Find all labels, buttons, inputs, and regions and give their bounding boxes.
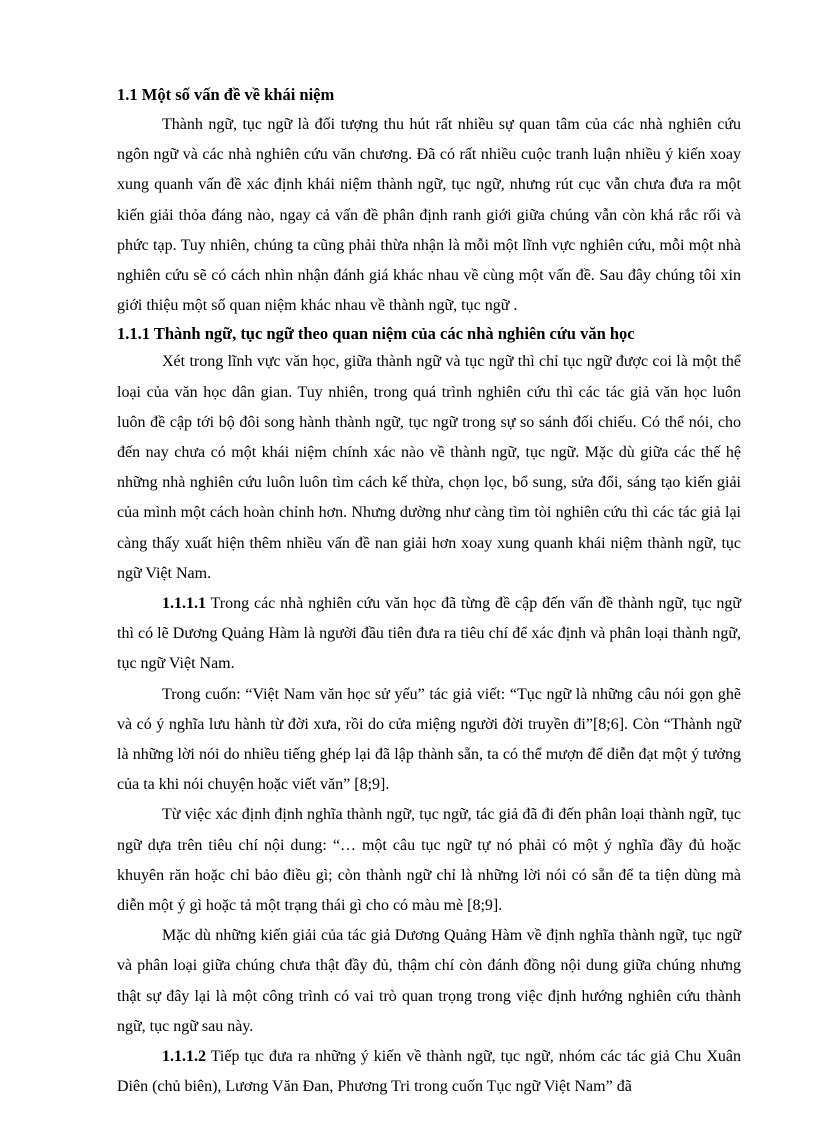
body-paragraph-5: Mặc dù những kiến giải của tác giả Dương Quảng Hàm về định nghĩa thành ngữ, tục ngữ và phân loại giữa chúng chưa thật đầy đủ, thậm chí còn đánh đồng nội dung giữa chúng nhưng thật sự đây lại là một công trình có vai trò quan trọng trong việc định hướng nghiên cứu thành ngữ, tục ngữ sau này.	[117, 927, 741, 1035]
subsection-heading: 1.1.1 Thành ngữ, tục ngữ theo quan niệm của các nhà nghiên cứu văn học	[117, 324, 635, 344]
body-paragraph-4: Từ việc xác định định nghĩa thành ngữ, tục ngữ, tác giả đã đi đến phân loại thành ngữ, tục ngữ dựa trên tiêu chí nội dung: “… một câu tục ngữ tự nó phải có một ý nghĩa đầy đủ hoặc khuyên răn hoặc chỉ bảo điều gì; còn thành ngữ chỉ là những lời nói có sẵn để ta tiện dùng mà diễn một ý gì hoặc tả một trạng thái gì cho có màu mè [8;9].	[117, 806, 741, 915]
intro-paragraph: Thành ngữ, tục ngữ là đối tượng thu hút rất nhiều sự quan tâm của các nhà nghiên cứu ngôn ngữ và các nhà nghiên cứu văn chương. Đã có rất nhiều cuộc tranh luận nhiều ý kiến xoay xung quanh vấn đề xác định khái niệm thành ngữ, tục ngữ, nhưng rút cục vẫn chưa đưa ra một kiến giải thỏa đáng nào, ngay cả vấn đề phân định ranh giới giữa chúng vẫn còn khá rắc rối và phức tạp. Tuy nhiên, chúng ta cũng phải thừa nhận là mỗi một lĩnh vực nghiên cứu, mỗi một nhà nghiên cứu sẽ có cách nhìn nhận đánh giá khác nhau về cùng một vấn đề. Sau đây chúng tôi xin giới thiệu một số quan niệm khác nhau về thành ngữ, tục ngữ .	[117, 116, 741, 315]
paragraph-number: 1.1.1.1	[162, 595, 206, 613]
section-heading: 1.1 Một số vấn đề về khái niệm	[117, 85, 335, 104]
paragraph-number: 1.1.1.2	[162, 1048, 206, 1066]
body-paragraph-2	[117, 589, 741, 680]
paragraph-text: Tiếp tục đưa ra những ý kiến về thành ngữ, tục ngữ, nhóm các tác giả Chu Xuân Diên (chủ biên), Lương Văn Đan, Phương Tri trong cuốn Tục ngữ Việt Nam” đã	[117, 1048, 741, 1096]
document-page	[117, 82, 741, 1103]
body-paragraph-1: Xét trong lĩnh vực văn học, giữa thành ngữ và tục ngữ thì chỉ tục ngữ được coi là một thể loại của văn học dân gian. Tuy nhiên, trong quá trình nghiên cứu thì các tác giả văn học luôn luôn đề cập tới bộ đôi song hành thành ngữ, tục ngữ trong sự so sánh đối chiếu. Có thể nói, cho đến nay chưa có một khái niệm chính xác nào về thành ngữ, tục ngữ. Mặc dù giữa các thế hệ những nhà nghiên cứu luôn luôn tìm cách kế thừa, chọn lọc, bổ sung, sửa đổi, sáng tạo kiến giải của mình một cách hoàn chỉnh hơn. Nhưng dường như càng tìm tòi nghiên cứu thì các tác giả lại càng thấy xuất hiện thêm nhiều vấn đề nan giải hơn xoay xung quanh khái niệm thành ngữ, tục ngữ Việt Nam.	[117, 353, 741, 582]
paragraph-text: Trong các nhà nghiên cứu văn học đã từng đề cập đến vấn đề thành ngữ, tục ngữ thì có lẽ Dương Quảng Hàm là người đầu tiên đưa ra tiêu chí để xác định và phân loại thành ngữ, tục ngữ Việt Nam.	[117, 595, 741, 673]
body-paragraph-3: Trong cuốn: “Việt Nam văn học sử yếu” tác giả viết: “Tục ngữ là những câu nói gọn ghẽ và có ý nghĩa lưu hành từ đời xưa, rồi do cửa miệng người đời truyền đi”[8;6]. Còn “Thành ngữ là những lời nói do nhiều tiếng ghép lại đã lập thành sẵn, ta có thể mượn để diễn đạt một ý tưởng của ta khi nói chuyện hoặc viết văn” [8;9].	[117, 685, 741, 794]
body-paragraph-6	[117, 1042, 741, 1102]
